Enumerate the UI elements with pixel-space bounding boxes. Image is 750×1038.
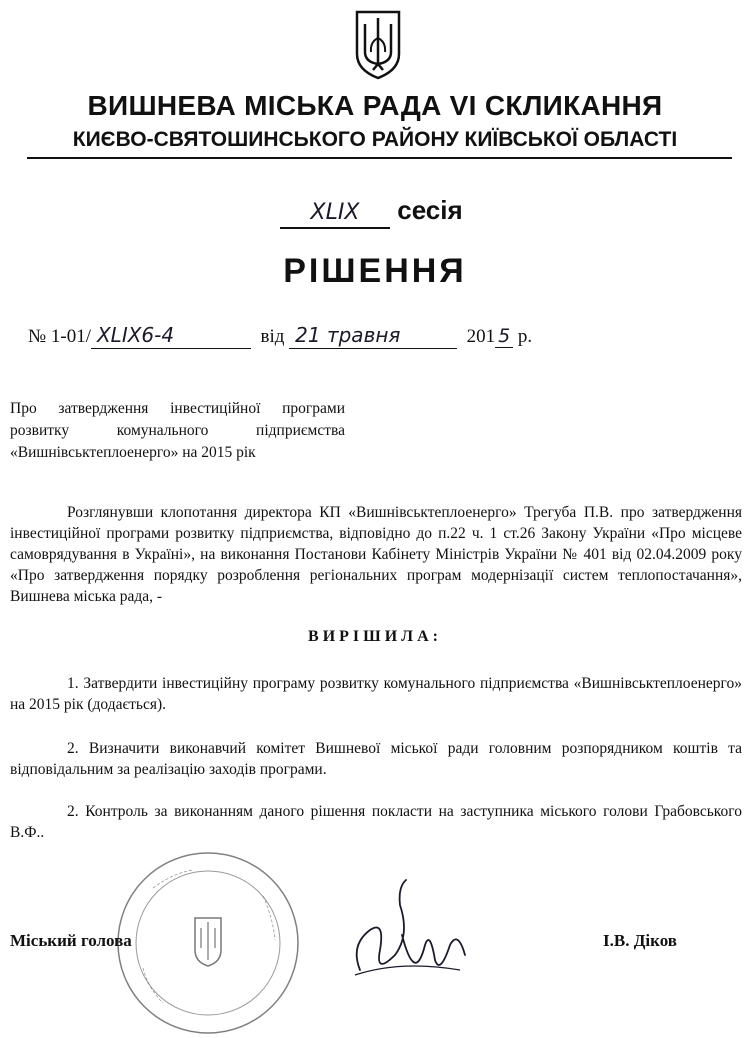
council-name: ВИШНЕВА МІСЬКА РАДА VI СКЛИКАННЯ	[87, 90, 663, 121]
handwritten-signature	[340, 875, 470, 995]
decision-number-line	[28, 323, 588, 349]
signatory-name: І.В. Діков	[603, 931, 677, 950]
year-digit: 5	[495, 325, 513, 348]
official-seal-stamp	[113, 848, 303, 1038]
header-divider	[27, 157, 732, 159]
decision-date: 21 травня	[295, 323, 401, 347]
resolved-heading: ВИРІШИЛА:	[308, 628, 442, 645]
session-number: XLIX	[280, 199, 390, 229]
decision-subject	[10, 398, 345, 464]
subject-line-2: розвитку комунального підприємства	[10, 422, 345, 439]
resolution-item-3: 2. Контроль за виконанням даного рішення покласти на заступника міського голови Грабовського В.Ф..	[10, 803, 742, 841]
preamble-paragraph: Розглянувши клопотання директора КП «Вишнівськтеплоенерго» Трегуба П.В. про затвердження інвестиційної програми розвитку підприємства, відповідно до п.22 ч. 1 ст.26 Закону України «Про місцеве самоврядування в Україні», на виконання Постанови Кабінету Міністрів України № 401 від 02.04.2009 року «Про затвердження порядку розроблення регіональних програм модернізації систем теплопостачання», Вишнева міська рада, -	[10, 504, 742, 605]
date-prefix: від	[260, 326, 285, 347]
session-line	[280, 195, 580, 229]
resolution-item-1: 1. Затвердити інвестиційну програму розвитку комунального підприємства «Вишнівськтеплоенерго» на 2015 рік (додається).	[10, 675, 742, 713]
year-prefix: 201	[466, 326, 496, 347]
session-label: сесія	[397, 195, 463, 225]
subject-line-3: «Вишнівськтеплоенерго» на 2015 рік	[10, 444, 256, 461]
year-suffix: р.	[517, 326, 533, 347]
decision-number-prefix: № 1-01/	[28, 326, 91, 347]
coat-of-arms-emblem-icon	[353, 8, 403, 80]
decision-number-blank	[91, 323, 251, 349]
council-district: КИЄВО-СВЯТОШИНСЬКОГО РАЙОНУ КИЇВСЬКОЇ ОБЛАСТІ	[72, 128, 678, 151]
date-blank	[289, 323, 457, 349]
subject-line-1: Про затвердження інвестиційної програми	[10, 400, 345, 417]
signatory-position: Міський голова	[10, 931, 132, 950]
resolution-item-2: 2. Визначити виконавчий комітет Вишневої міської ради головним розпорядником коштів та відповідальним за реалізацію заходів програми.	[10, 740, 742, 778]
document-title: РІШЕННЯ	[283, 252, 467, 290]
decision-number: XLIX6-4	[96, 323, 175, 347]
